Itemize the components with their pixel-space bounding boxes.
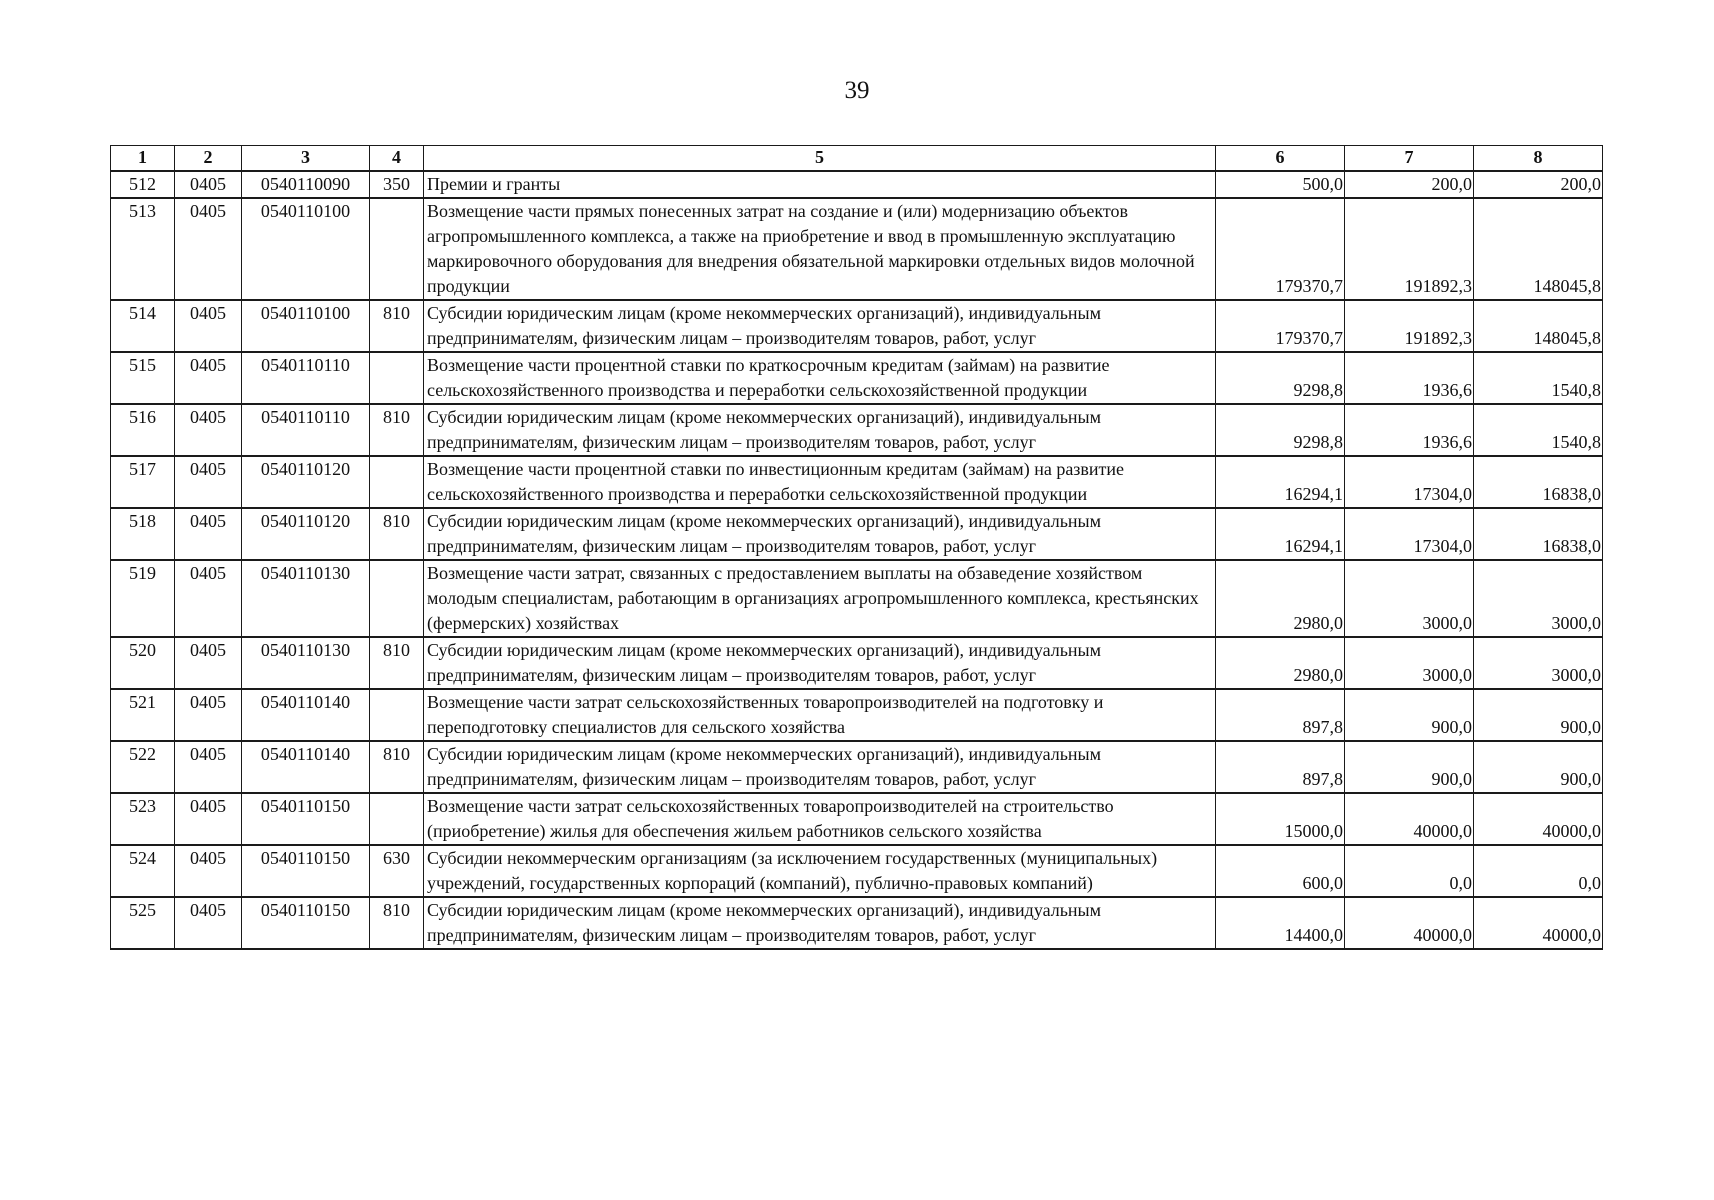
- target-article-code: 0540110150: [242, 793, 370, 845]
- item-name: Возмещение части прямых понесенных затрат на создание и (или) модернизацию объектов агропромышленного комплекса, а также на приобретение и ввод в промышленную эксплуатацию маркировочного оборудования для внедрения обязательной маркировки отдельных видов молочной продукции: [424, 198, 1216, 300]
- amount-col-8: 900,0: [1474, 741, 1603, 793]
- amount-col-7: 3000,0: [1345, 637, 1474, 689]
- amount-col-7: 40000,0: [1345, 793, 1474, 845]
- row-number: 517: [111, 456, 175, 508]
- column-header-8: 8: [1474, 146, 1603, 172]
- expense-type-code: [370, 198, 424, 300]
- expense-type-code: 810: [370, 508, 424, 560]
- amount-col-6: 15000,0: [1216, 793, 1345, 845]
- row-number: 520: [111, 637, 175, 689]
- amount-col-7: 17304,0: [1345, 456, 1474, 508]
- amount-col-8: 16838,0: [1474, 508, 1603, 560]
- column-header-3: 3: [242, 146, 370, 172]
- amount-col-6: 2980,0: [1216, 560, 1345, 637]
- target-article-code: 0540110110: [242, 352, 370, 404]
- item-name: Субсидии юридическим лицам (кроме некоммерческих организаций), индивидуальным предпринимателям, физическим лицам – производителям товаров, работ, услуг: [424, 897, 1216, 949]
- item-name: Субсидии некоммерческим организациям (за исключением государственных (муниципальных) учреждений, государственных корпораций (компаний), публично-правовых компаний): [424, 845, 1216, 897]
- amount-col-8: 200,0: [1474, 171, 1603, 198]
- section-code: 0405: [175, 637, 242, 689]
- target-article-code: 0540110140: [242, 741, 370, 793]
- table-row: [111, 300, 1603, 352]
- amount-col-7: 1936,6: [1345, 404, 1474, 456]
- expense-type-code: [370, 456, 424, 508]
- expense-type-code: 630: [370, 845, 424, 897]
- expense-type-code: [370, 689, 424, 741]
- column-header-7: 7: [1345, 146, 1474, 172]
- column-header-4: 4: [370, 146, 424, 172]
- table-row: [111, 689, 1603, 741]
- item-name: Возмещение части затрат сельскохозяйственных товаропроизводителей на подготовку и переподготовку специалистов для сельского хозяйства: [424, 689, 1216, 741]
- amount-col-6: 500,0: [1216, 171, 1345, 198]
- target-article-code: 0540110150: [242, 845, 370, 897]
- amount-col-8: 3000,0: [1474, 637, 1603, 689]
- section-code: 0405: [175, 171, 242, 198]
- table-row: [111, 637, 1603, 689]
- table-header-row: [111, 146, 1603, 172]
- amount-col-6: 16294,1: [1216, 456, 1345, 508]
- section-code: 0405: [175, 689, 242, 741]
- amount-col-8: 1540,8: [1474, 404, 1603, 456]
- target-article-code: 0540110090: [242, 171, 370, 198]
- table-row: [111, 508, 1603, 560]
- target-article-code: 0540110100: [242, 300, 370, 352]
- expense-type-code: 810: [370, 741, 424, 793]
- amount-col-6: 179370,7: [1216, 300, 1345, 352]
- amount-col-7: 900,0: [1345, 689, 1474, 741]
- amount-col-6: 9298,8: [1216, 404, 1345, 456]
- amount-col-7: 191892,3: [1345, 300, 1474, 352]
- amount-col-7: 0,0: [1345, 845, 1474, 897]
- item-name: Субсидии юридическим лицам (кроме некоммерческих организаций), индивидуальным предпринимателям, физическим лицам – производителям товаров, работ, услуг: [424, 404, 1216, 456]
- item-name: Возмещение части затрат, связанных с предоставлением выплаты на обзаведение хозяйством молодым специалистам, работающим в организациях агропромышленного комплекса, крестьянских (фермерских) хозяйствах: [424, 560, 1216, 637]
- table-row: [111, 352, 1603, 404]
- amount-col-7: 1936,6: [1345, 352, 1474, 404]
- amount-col-8: 0,0: [1474, 845, 1603, 897]
- table-row: [111, 404, 1603, 456]
- expense-type-code: [370, 560, 424, 637]
- row-number: 518: [111, 508, 175, 560]
- row-number: 523: [111, 793, 175, 845]
- target-article-code: 0540110100: [242, 198, 370, 300]
- item-name: Возмещение части процентной ставки по краткосрочным кредитам (займам) на развитие сельскохозяйственного производства и переработки сельскохозяйственной продукции: [424, 352, 1216, 404]
- amount-col-8: 16838,0: [1474, 456, 1603, 508]
- table-row: [111, 198, 1603, 300]
- section-code: 0405: [175, 741, 242, 793]
- amount-col-6: 16294,1: [1216, 508, 1345, 560]
- target-article-code: 0540110120: [242, 456, 370, 508]
- target-article-code: 0540110130: [242, 560, 370, 637]
- amount-col-6: 14400,0: [1216, 897, 1345, 949]
- row-number: 514: [111, 300, 175, 352]
- row-number: 515: [111, 352, 175, 404]
- table-row: [111, 897, 1603, 949]
- amount-col-6: 9298,8: [1216, 352, 1345, 404]
- table-row: [111, 560, 1603, 637]
- row-number: 525: [111, 897, 175, 949]
- amount-col-8: 40000,0: [1474, 793, 1603, 845]
- target-article-code: 0540110130: [242, 637, 370, 689]
- target-article-code: 0540110110: [242, 404, 370, 456]
- section-code: 0405: [175, 845, 242, 897]
- amount-col-6: 2980,0: [1216, 637, 1345, 689]
- amount-col-7: 3000,0: [1345, 560, 1474, 637]
- amount-col-7: 191892,3: [1345, 198, 1474, 300]
- row-number: 513: [111, 198, 175, 300]
- column-header-5: 5: [424, 146, 1216, 172]
- row-number: 524: [111, 845, 175, 897]
- section-code: 0405: [175, 300, 242, 352]
- table-row: [111, 741, 1603, 793]
- amount-col-6: 897,8: [1216, 689, 1345, 741]
- item-name: Премии и гранты: [424, 171, 1216, 198]
- column-header-6: 6: [1216, 146, 1345, 172]
- amount-col-8: 1540,8: [1474, 352, 1603, 404]
- section-code: 0405: [175, 456, 242, 508]
- amount-col-8: 900,0: [1474, 689, 1603, 741]
- table-row: [111, 456, 1603, 508]
- section-code: 0405: [175, 793, 242, 845]
- column-header-1: 1: [111, 146, 175, 172]
- item-name: Субсидии юридическим лицам (кроме некоммерческих организаций), индивидуальным предпринимателям, физическим лицам – производителям товаров, работ, услуг: [424, 300, 1216, 352]
- section-code: 0405: [175, 508, 242, 560]
- item-name: Возмещение части процентной ставки по инвестиционным кредитам (займам) на развитие сельскохозяйственного производства и переработки сельскохозяйственной продукции: [424, 456, 1216, 508]
- section-code: 0405: [175, 404, 242, 456]
- target-article-code: 0540110150: [242, 897, 370, 949]
- item-name: Субсидии юридическим лицам (кроме некоммерческих организаций), индивидуальным предпринимателям, физическим лицам – производителям товаров, работ, услуг: [424, 741, 1216, 793]
- expense-type-code: [370, 352, 424, 404]
- item-name: Субсидии юридическим лицам (кроме некоммерческих организаций), индивидуальным предпринимателям, физическим лицам – производителям товаров, работ, услуг: [424, 508, 1216, 560]
- table-row: [111, 845, 1603, 897]
- amount-col-8: 148045,8: [1474, 198, 1603, 300]
- amount-col-6: 600,0: [1216, 845, 1345, 897]
- row-number: 522: [111, 741, 175, 793]
- row-number: 512: [111, 171, 175, 198]
- amount-col-7: 40000,0: [1345, 897, 1474, 949]
- expense-type-code: 810: [370, 404, 424, 456]
- expense-type-code: [370, 793, 424, 845]
- row-number: 519: [111, 560, 175, 637]
- amount-col-6: 897,8: [1216, 741, 1345, 793]
- amount-col-7: 900,0: [1345, 741, 1474, 793]
- expense-type-code: 810: [370, 300, 424, 352]
- section-code: 0405: [175, 198, 242, 300]
- row-number: 516: [111, 404, 175, 456]
- expense-type-code: 350: [370, 171, 424, 198]
- amount-col-8: 3000,0: [1474, 560, 1603, 637]
- expense-type-code: 810: [370, 637, 424, 689]
- amount-col-6: 179370,7: [1216, 198, 1345, 300]
- section-code: 0405: [175, 897, 242, 949]
- expense-type-code: 810: [370, 897, 424, 949]
- amount-col-8: 148045,8: [1474, 300, 1603, 352]
- budget-table: [110, 145, 1603, 950]
- item-name: Субсидии юридическим лицам (кроме некоммерческих организаций), индивидуальным предпринимателям, физическим лицам – производителям товаров, работ, услуг: [424, 637, 1216, 689]
- amount-col-7: 17304,0: [1345, 508, 1474, 560]
- item-name: Возмещение части затрат сельскохозяйственных товаропроизводителей на строительство (приобретение) жилья для обеспечения жильем работников сельского хозяйства: [424, 793, 1216, 845]
- amount-col-7: 200,0: [1345, 171, 1474, 198]
- table-row: [111, 171, 1603, 198]
- column-header-2: 2: [175, 146, 242, 172]
- row-number: 521: [111, 689, 175, 741]
- section-code: 0405: [175, 352, 242, 404]
- section-code: 0405: [175, 560, 242, 637]
- table-row: [111, 793, 1603, 845]
- page-number: 39: [844, 77, 870, 104]
- amount-col-8: 40000,0: [1474, 897, 1603, 949]
- budget-table-container: [110, 145, 1603, 950]
- target-article-code: 0540110120: [242, 508, 370, 560]
- target-article-code: 0540110140: [242, 689, 370, 741]
